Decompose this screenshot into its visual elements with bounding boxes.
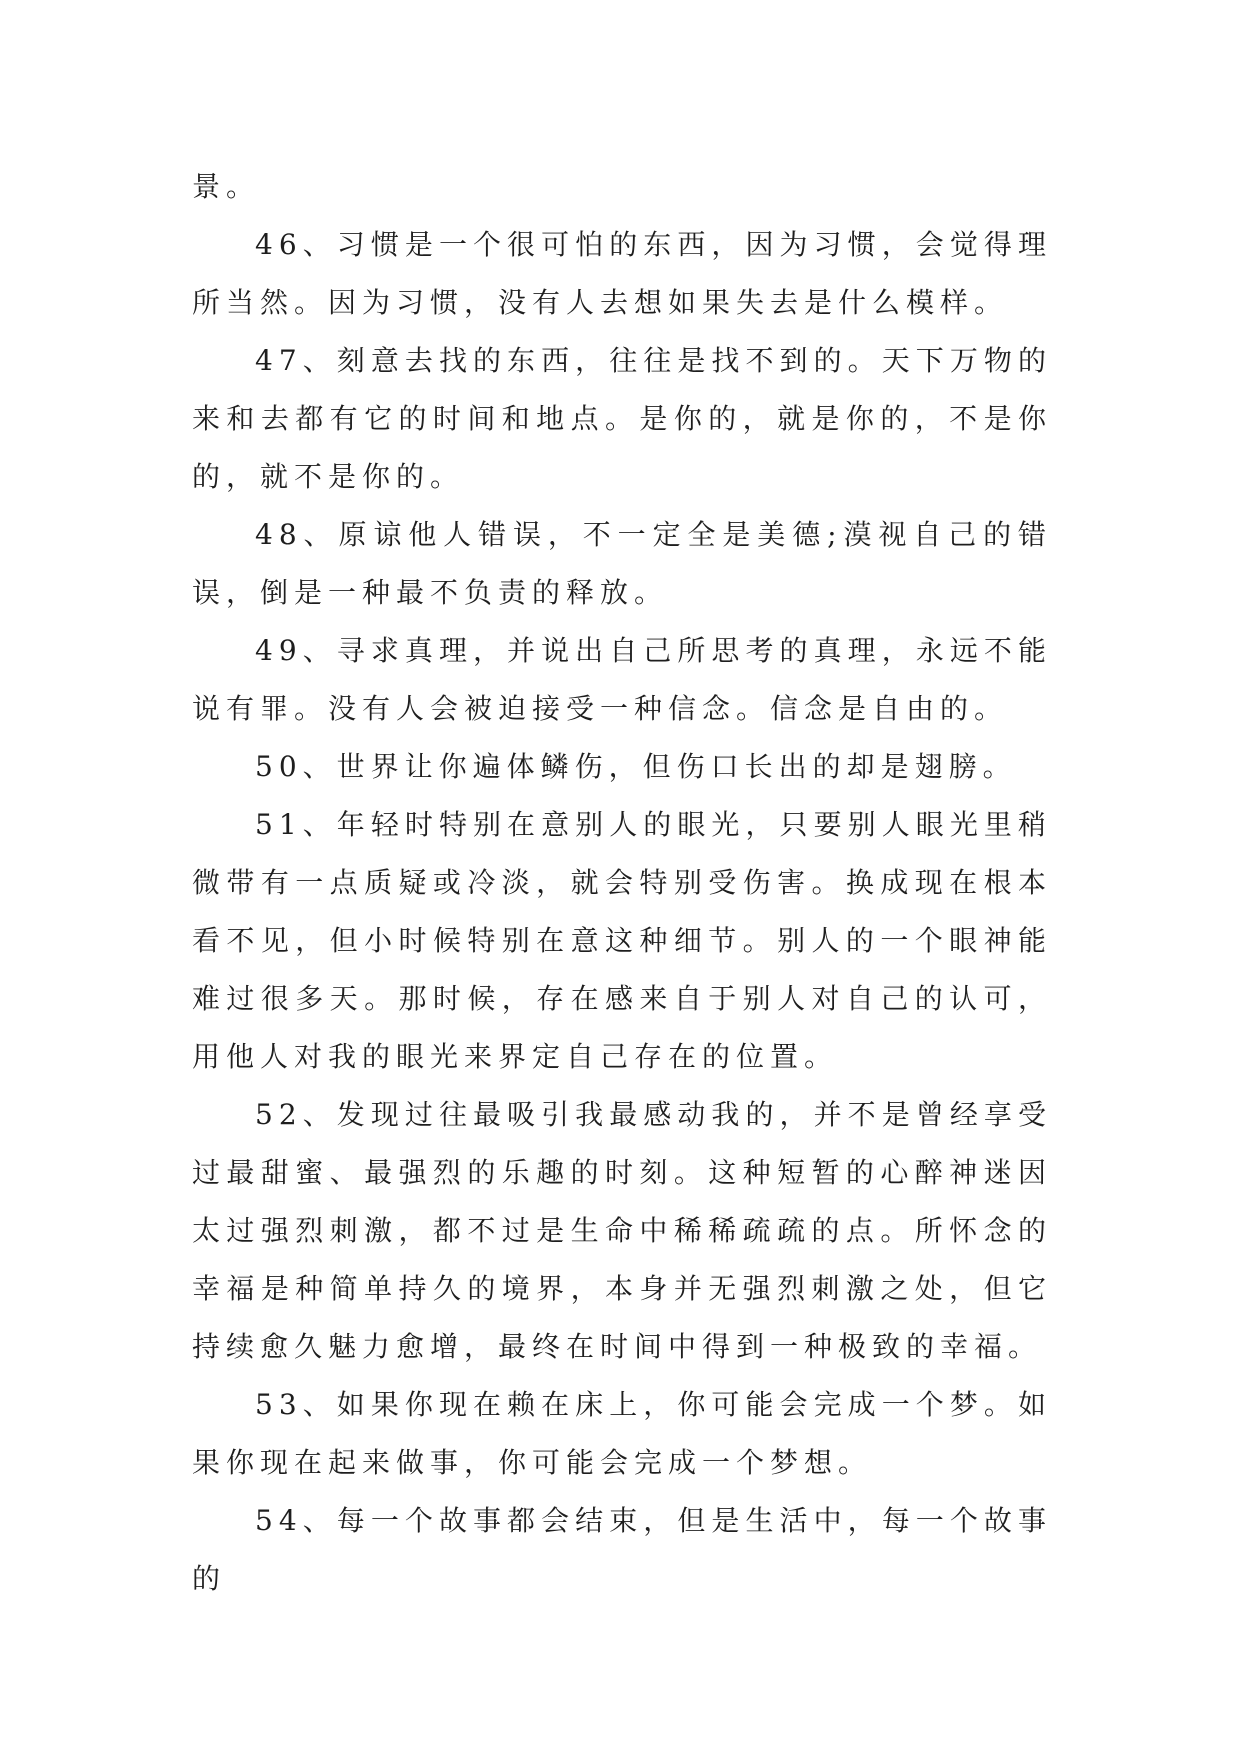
paragraph-48: 48、原谅他人错误，不一定全是美德;漠视自己的错误，倒是一种最不负责的释放。	[192, 518, 1052, 609]
paragraph-47: 47、刻意去找的东西，往往是找不到的。天下万物的来和去都有它的时间和地点。是你的，就是你的，不是你的，就不是你的。	[192, 344, 1052, 493]
paragraph-46: 46、习惯是一个很可怕的东西，因为习惯，会觉得理所当然。因为习惯，没有人去想如果失去是什么模样。	[192, 228, 1052, 319]
document-body	[192, 158, 1052, 1608]
paragraph-53: 53、如果你现在赖在床上，你可能会完成一个梦。如果你现在起来做事，你可能会完成一个梦想。	[192, 1388, 1052, 1479]
paragraph-54: 54、每一个故事都会结束，但是生活中，每一个故事的	[192, 1504, 1052, 1595]
paragraph-51: 51、年轻时特别在意别人的眼光，只要别人眼光里稍微带有一点质疑或冷淡，就会特别受伤害。换成现在根本看不见，但小时候特别在意这种细节。别人的一个眼神能难过很多天。那时候，存在感来自于别人对自己的认可，用他人对我的眼光来界定自己存在的位置。	[192, 808, 1052, 1073]
paragraph-continuation: 景。	[192, 170, 261, 203]
paragraph-52: 52、发现过往最吸引我最感动我的，并不是曾经享受过最甜蜜、最强烈的乐趣的时刻。这种短暂的心醉神迷因太过强烈刺激，都不过是生命中稀稀疏疏的点。所怀念的幸福是种简单持久的境界，本身并无强烈刺激之处，但它持续愈久魅力愈增，最终在时间中得到一种极致的幸福。	[192, 1098, 1052, 1363]
paragraph-49: 49、寻求真理，并说出自己所思考的真理，永远不能说有罪。没有人会被迫接受一种信念。信念是自由的。	[192, 634, 1052, 725]
paragraph-50: 50、世界让你遍体鳞伤，但伤口长出的却是翅膀。	[255, 750, 1017, 783]
